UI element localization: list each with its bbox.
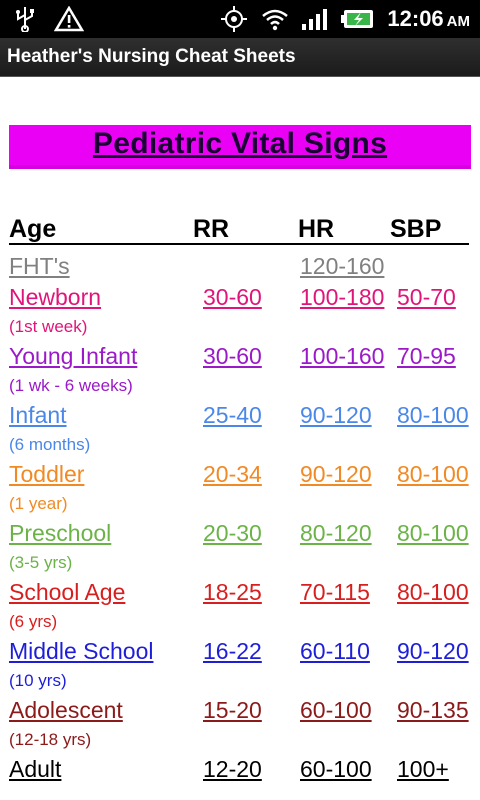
row-sbp: 80-100	[397, 579, 469, 605]
row-hr: 60-110	[300, 638, 370, 664]
row-age: Adolescent	[9, 697, 123, 723]
row-age-sub: (12-18 yrs)	[9, 730, 92, 749]
status-bar	[0, 0, 480, 38]
row-rr: 20-34	[203, 461, 262, 487]
wifi-icon	[261, 7, 289, 31]
row-age-sub: (6 months)	[9, 435, 91, 454]
sheet-title: Pediatric Vital Signs	[92, 127, 388, 160]
row-sbp: 90-135	[397, 697, 469, 723]
row-hr: 60-100	[300, 756, 372, 782]
row-hr: 90-120	[300, 461, 372, 487]
row-age: School Age	[9, 579, 126, 605]
row-age-sub: (1 wk - 6 weeks)	[9, 376, 133, 395]
battery-charging-icon	[341, 8, 375, 30]
usb-icon	[14, 6, 36, 32]
row-age: FHT's	[9, 253, 70, 279]
row-age-sub: (1 year)	[9, 494, 68, 513]
row-age-sub: (6 yrs)	[9, 612, 58, 631]
signal-icon	[301, 7, 329, 31]
row-rr: 25-40	[203, 402, 262, 428]
title-banner-underline	[9, 165, 471, 169]
row-hr: 60-100	[300, 697, 372, 723]
header-age: Age	[9, 215, 57, 243]
row-hr: 80-120	[300, 520, 372, 546]
row-rr: 30-60	[203, 343, 262, 369]
row-sbp: 80-100	[397, 520, 469, 546]
row-hr: 70-115	[300, 579, 370, 605]
row-rr: 30-60	[203, 284, 262, 310]
row-rr: 20-30	[203, 520, 262, 546]
row-sbp: 80-100	[397, 402, 469, 428]
row-rr: 16-22	[203, 638, 262, 664]
row-hr: 100-180	[300, 284, 385, 310]
row-sbp: 90-120	[397, 638, 469, 664]
row-age: Middle School	[9, 638, 154, 664]
row-hr: 120-160	[300, 253, 385, 279]
row-age-sub: (3-5 yrs)	[9, 553, 73, 572]
row-rr: 18-25	[203, 579, 262, 605]
row-age-sub: (1st week)	[9, 317, 88, 336]
clock: 12:06 AM	[387, 6, 470, 31]
header-hr: HR	[298, 215, 335, 243]
row-age: Adult	[9, 756, 62, 782]
row-age: Preschool	[9, 520, 112, 546]
row-age: Young Infant	[9, 343, 138, 369]
row-age-sub: (10 yrs)	[9, 671, 67, 690]
cheat-sheet-content[interactable]	[0, 77, 480, 800]
row-sbp: 50-70	[397, 284, 456, 310]
app-title: Heather's Nursing Cheat Sheets	[0, 38, 480, 77]
row-age: Toddler	[9, 461, 85, 487]
row-sbp: 100+	[397, 756, 449, 782]
row-rr: 15-20	[203, 697, 262, 723]
header-sbp: SBP	[390, 215, 442, 243]
row-sbp: 80-100	[397, 461, 469, 487]
row-sbp: 70-95	[397, 343, 456, 369]
row-age: Newborn	[9, 284, 102, 310]
header-divider	[9, 243, 469, 245]
row-rr: 12-20	[203, 756, 262, 782]
header-rr: RR	[193, 215, 230, 243]
row-age: Infant	[9, 402, 67, 428]
row-hr: 90-120	[300, 402, 372, 428]
gps-icon	[219, 5, 249, 33]
row-hr: 100-160	[300, 343, 385, 369]
warning-icon	[54, 6, 84, 32]
